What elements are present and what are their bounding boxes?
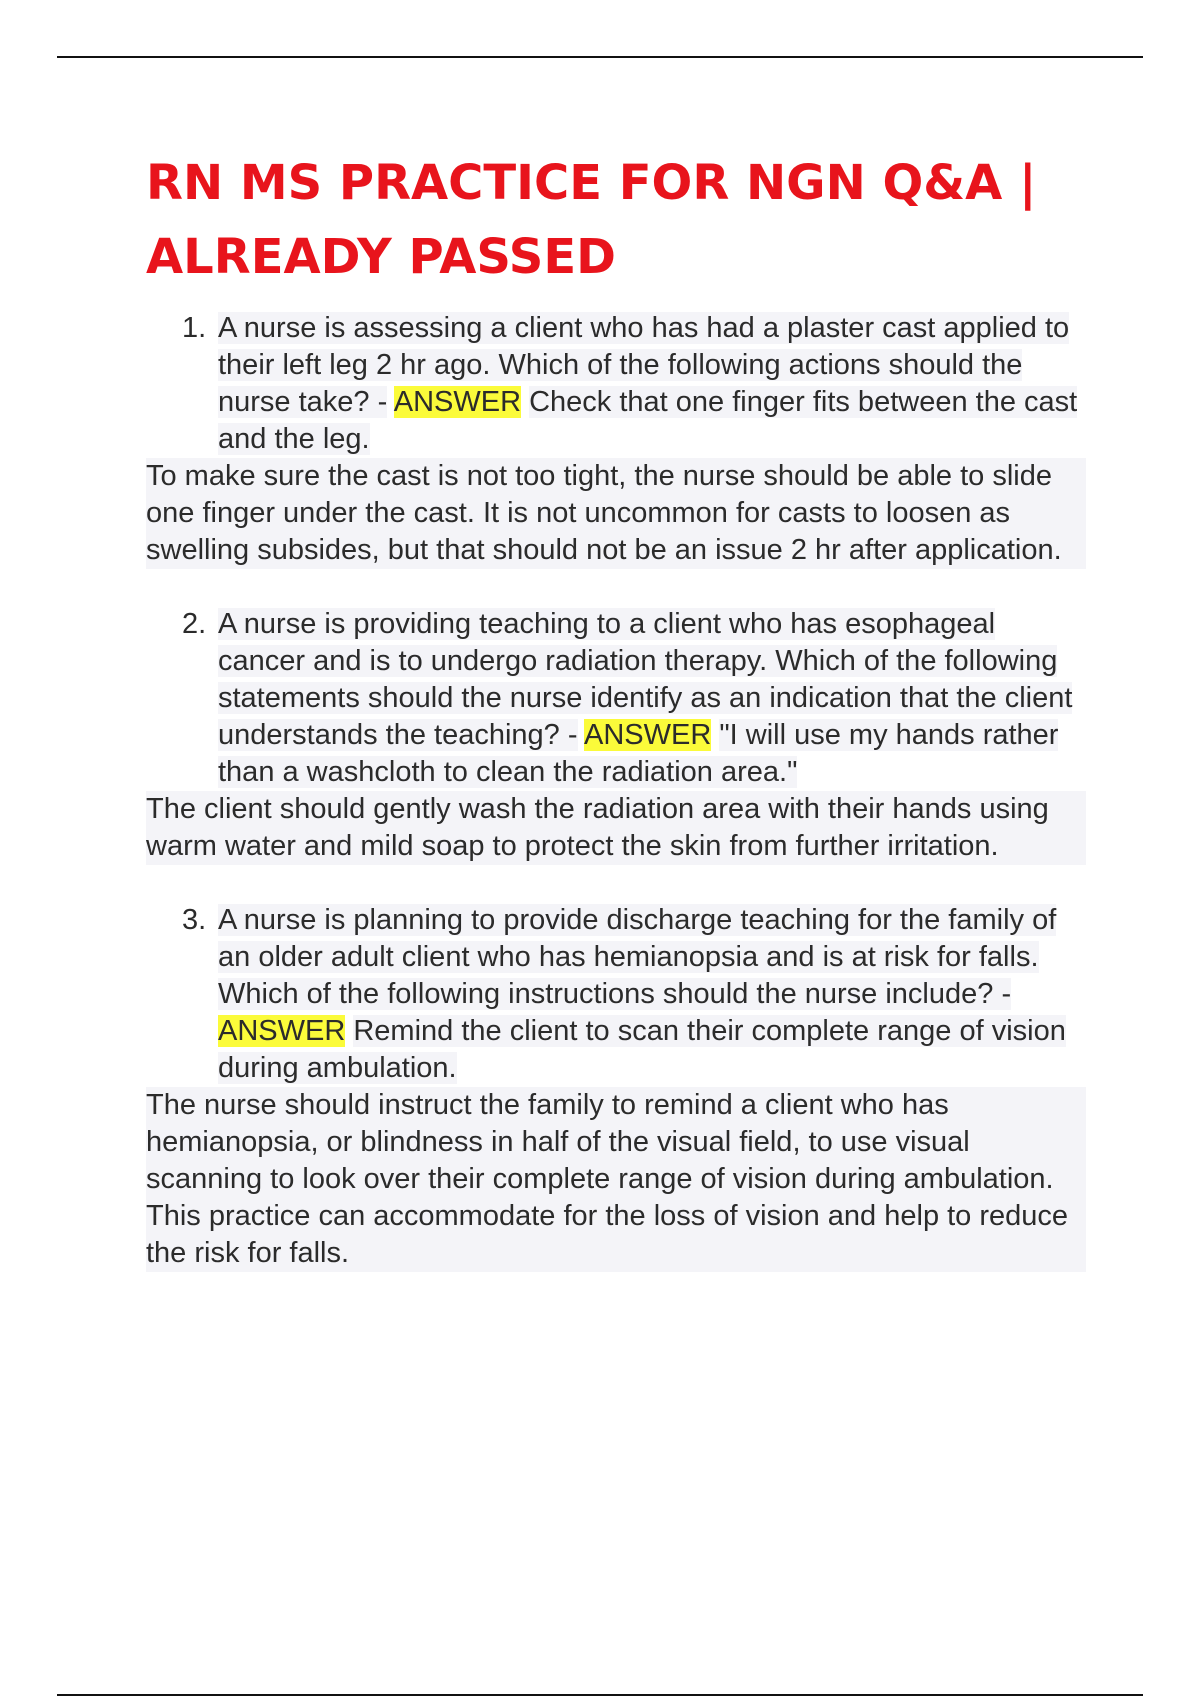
question-number: 1.: [182, 312, 207, 344]
document-title: RN MS PRACTICE FOR NGN Q&A | ALREADY PASSED: [146, 155, 1037, 285]
question-text: A nurse is assessing a client who has had a plaster cast applied to their left leg 2 hr ago. Which of the following actions should the nurse take? -: [218, 312, 1070, 418]
question-number: 2.: [182, 608, 207, 640]
explanation-text: The client should gently wash the radiation area with their hands using warm water and mild soap to protect the skin from further irritation.: [146, 791, 1086, 865]
explanation-text: To make sure the cast is not too tight, the nurse should be able to slide one finger under the cast. It is not uncommon for casts to loosen as swelling subsides, but that should not be an issue 2 hr after application.: [146, 458, 1086, 569]
question-item-3: [146, 902, 1086, 1087]
answer-text: Check that one finger fits between the cast and the leg.: [218, 386, 1078, 455]
question-text: A nurse is providing teaching to a client who has esophageal cancer and is to undergo radiation therapy. Which of the following statements should the nurse identify as an indication that the client understands the teaching? -: [218, 608, 1073, 751]
explanation-text: The nurse should instruct the family to remind a client who has hemianopsia, or blindness in half of the visual field, to use visual scanning to look over their complete range of vision during ambulation. This practice can accommodate for the loss of vision and help to reduce the risk for falls.: [146, 1087, 1086, 1272]
answer-label: ANSWER: [393, 386, 522, 418]
top-divider: [57, 56, 1143, 58]
answer-text: "I will use my hands rather than a washcloth to clean the radiation area.": [218, 719, 1059, 788]
answer-label: ANSWER: [218, 1015, 346, 1047]
spacer: [146, 865, 1086, 902]
question-text: A nurse is planning to provide discharge teaching for the family of an older adult client who has hemianopsia and is at risk for falls. Which of the following instructions should the nurse include? -: [218, 904, 1057, 1010]
question-item-1: [146, 310, 1086, 458]
bottom-divider: [57, 1694, 1143, 1696]
answer-label: ANSWER: [584, 719, 712, 751]
question-number: 3.: [182, 904, 207, 936]
spacer: [146, 569, 1086, 606]
answer-text: Remind the client to scan their complete range of vision during ambulation.: [218, 1015, 1066, 1084]
question-item-2: [146, 606, 1086, 791]
document-content: [146, 146, 1086, 1272]
